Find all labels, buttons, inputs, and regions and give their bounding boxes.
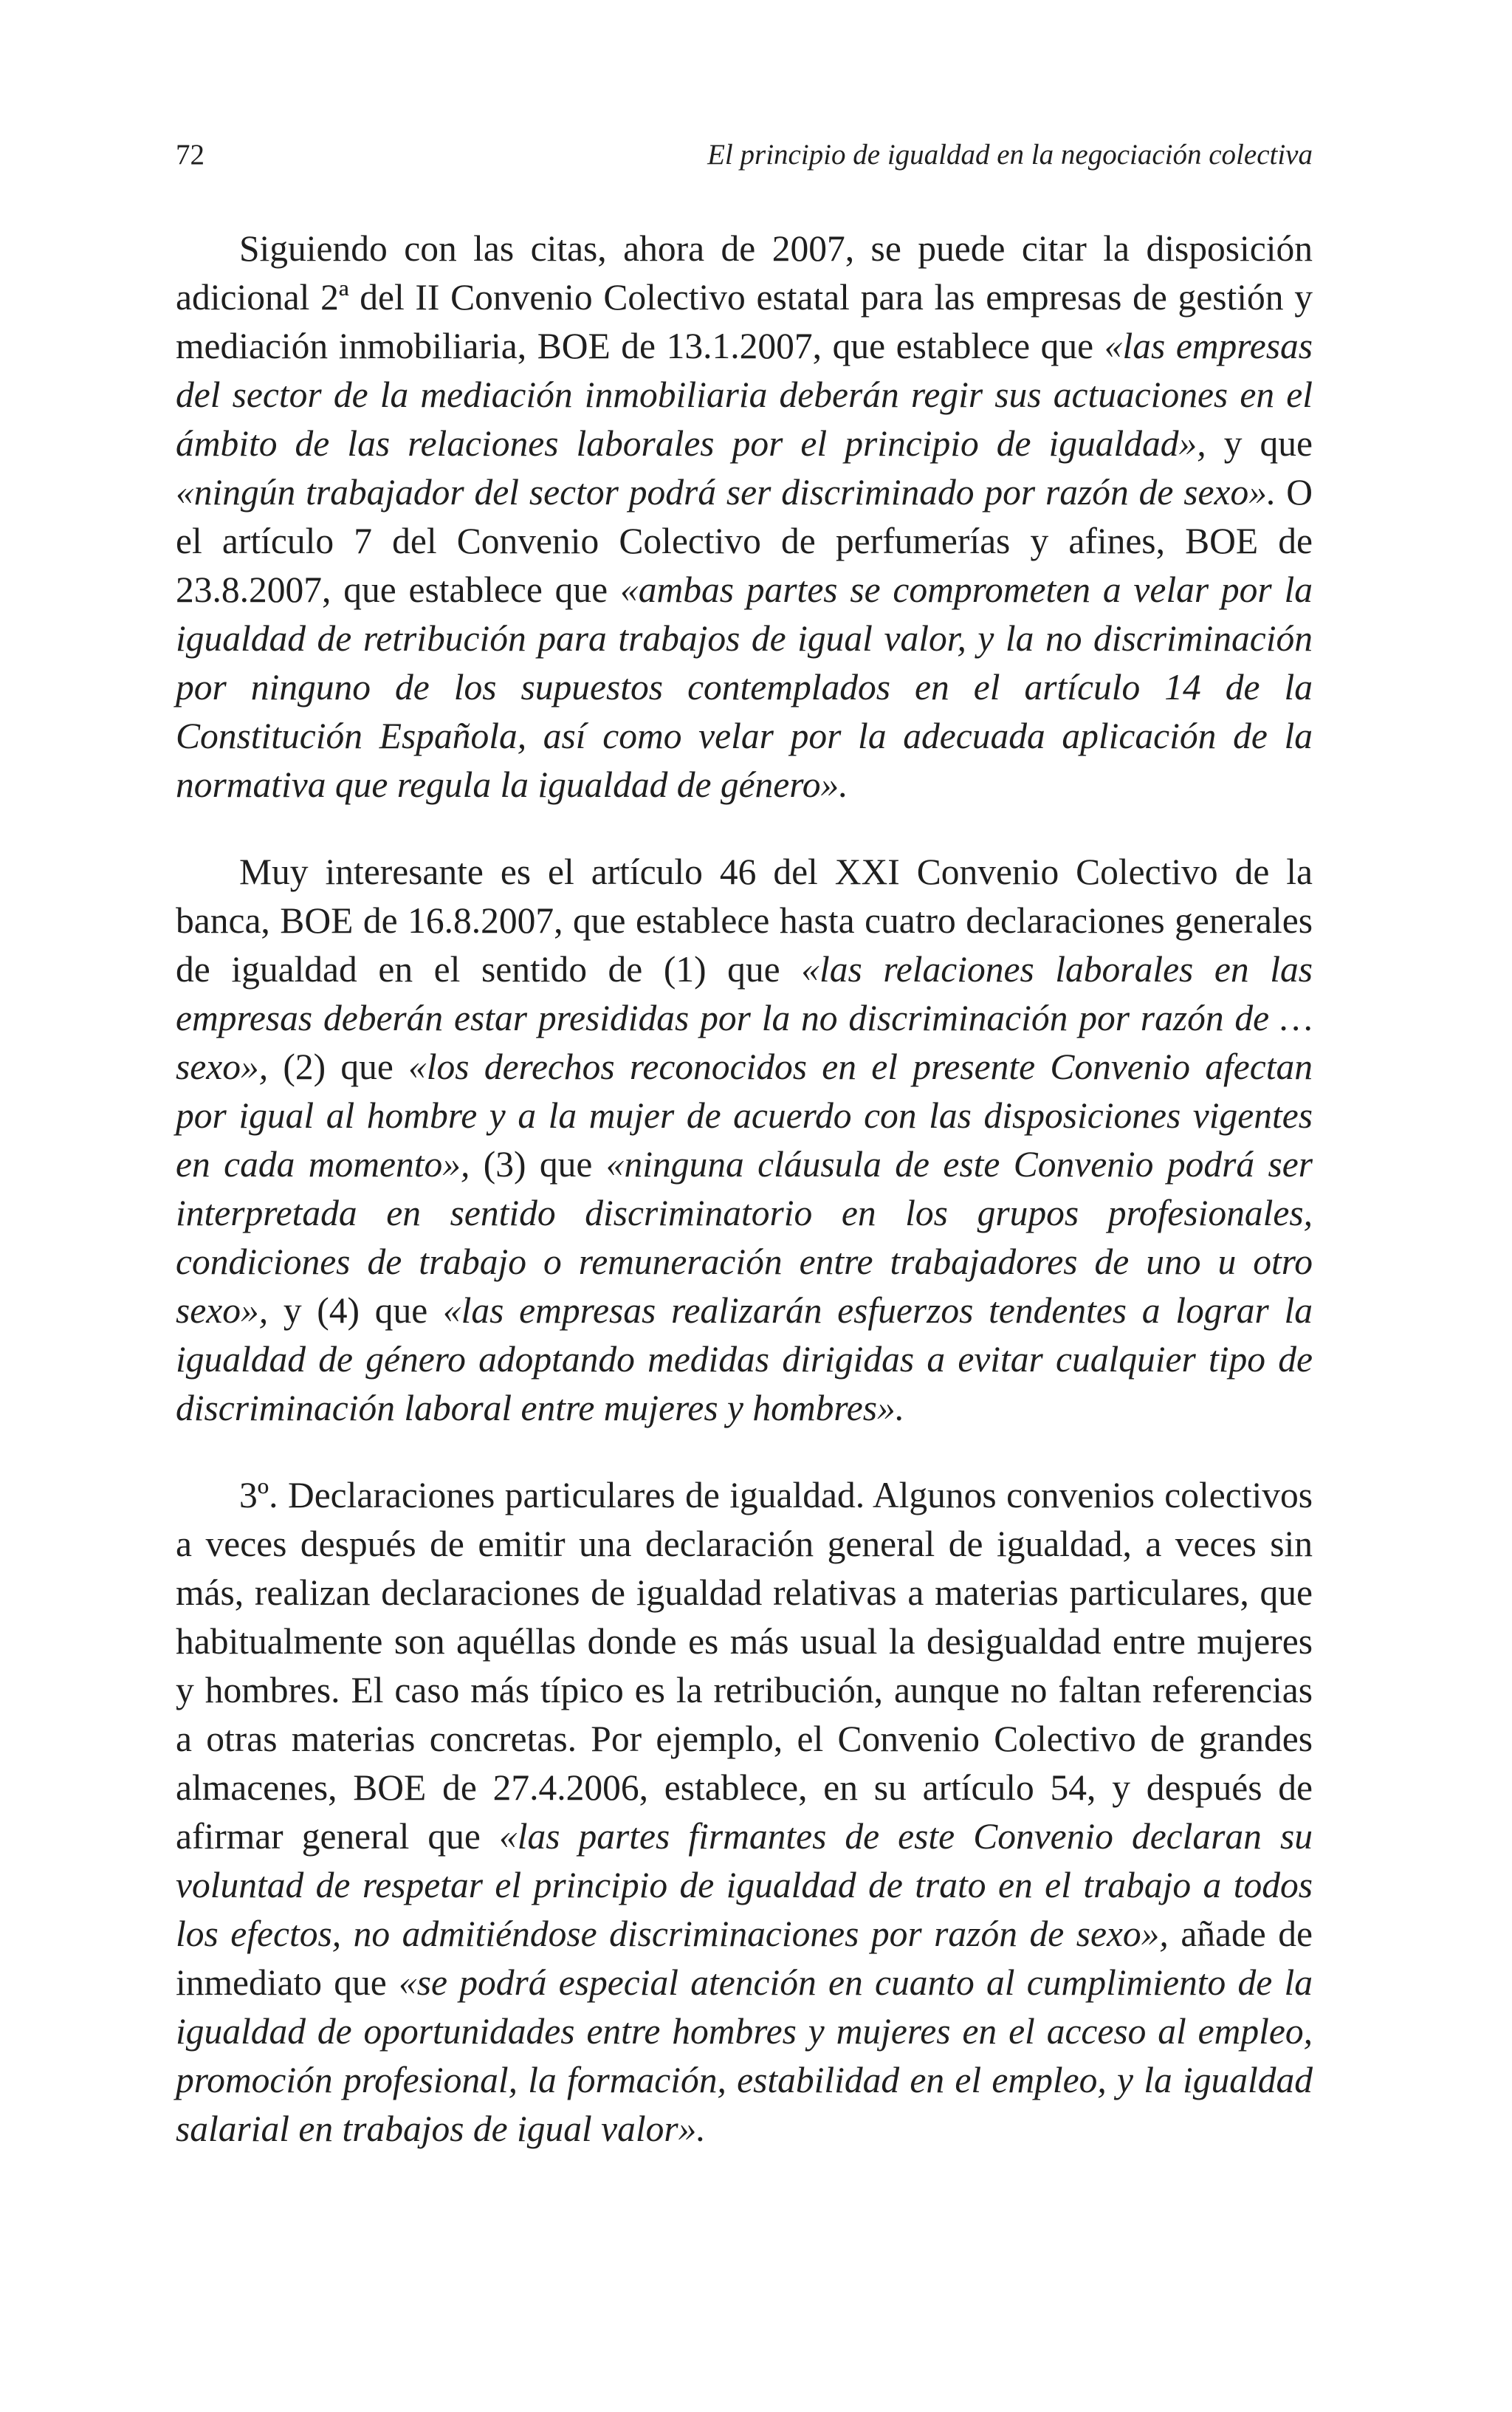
quote-span: «ninguna cláusula de este Convenio podrá ser interpretada en sentido discriminatorio en los grupos profesionales, condiciones de trabajo o remuneración entre trabajadores de uno u otro sexo», bbox=[176, 1144, 1313, 1331]
page-number: 72 bbox=[176, 139, 205, 171]
text-span: 3º. Declaraciones particulares de igualdad. Algunos convenios colectivos a veces después de emitir una declaración general de igualdad, a veces sin más, realizan declaraciones de igualdad relativas a materias particulares, que habitualmente son aquéllas donde es más usual la desigualdad entre mujeres y hombres. El caso más típico es la retribución, aunque no faltan referencias a otras materias concretas. Por ejemplo, el Convenio Colectivo de grandes almacenes, BOE de 27.4.2006, establece, en su artículo 54, y después de afirmar general que bbox=[176, 1475, 1313, 1857]
paragraph-3 bbox=[176, 1471, 1313, 2154]
text-span: y que bbox=[1206, 423, 1313, 464]
text-span: (2) que bbox=[268, 1046, 409, 1087]
quote-span: «las partes firmantes de este Convenio declaran su voluntad de respetar el principio de igualdad de trato en el trabajo a todos los efectos, no admitiéndose discriminaciones por razón de sexo», bbox=[176, 1816, 1313, 1954]
paragraph-2 bbox=[176, 848, 1313, 1433]
text-span: añade de inmediato que bbox=[176, 1914, 1313, 2003]
body-text bbox=[176, 225, 1313, 2154]
book-page bbox=[176, 133, 1313, 2154]
quote-span: «ningún trabajador del sector podrá ser discriminado por razón de sexo». bbox=[176, 472, 1276, 513]
quote-span: «ambas partes se comprometen a velar por la igualdad de retribución para trabajos de igual valor, y la no discriminación por ninguno de los supuestos contemplados en el artículo 14 de la Constitución Española, así como velar por la adecuada aplicación de la normativa que regula la igualdad de género». bbox=[176, 569, 1313, 805]
quote-span: «las relaciones laborales en las empresas deberán estar presididas por la no discriminación por razón de … sexo», bbox=[176, 949, 1313, 1087]
quote-span: «las empresas del sector de la mediación inmobiliaria deberán regir sus actuaciones en el ámbito de las relaciones laborales por el principio de igualdad», bbox=[176, 326, 1313, 464]
text-span: O el artículo 7 del Convenio Colectivo de perfumerías y afines, BOE de 23.8.2007, que establece que bbox=[176, 472, 1313, 610]
text-span: Siguiendo con las citas, ahora de 2007, se puede citar la disposición adicional 2ª del II Convenio Colectivo estatal para las empresas de gestión y mediación inmobiliaria, BOE de 13.1.2007, que establece que bbox=[176, 228, 1313, 366]
quote-span: «las empresas realizarán esfuerzos tendentes a lograr la igualdad de género adoptando medidas dirigidas a evitar cualquier tipo de discriminación laboral entre mujeres y hombres». bbox=[176, 1290, 1313, 1428]
text-span: y (4) que bbox=[268, 1290, 443, 1331]
quote-span: «los derechos reconocidos en el presente Convenio afectan por igual al hombre y a la mujer de acuerdo con las disposiciones vigentes en cada momento», bbox=[176, 1046, 1313, 1185]
text-span: (3) que bbox=[470, 1144, 606, 1185]
running-header bbox=[176, 133, 1313, 177]
running-title: El principio de igualdad en la negociación colectiva bbox=[707, 139, 1313, 171]
paragraph-1 bbox=[176, 225, 1313, 809]
quote-span: «se podrá especial atención en cuanto al cumplimiento de la igualdad de oportunidades entre hombres y mujeres en el acceso al empleo, promoción profesional, la formación, estabilidad en el empleo, y la igualdad salarial en trabajos de igual valor». bbox=[176, 1962, 1313, 2149]
text-span: Muy interesante es el artículo 46 del XXI Convenio Colectivo de la banca, BOE de 16.8.2007, que establece hasta cuatro declaraciones generales de igualdad en el sentido de (1) que bbox=[176, 852, 1313, 990]
